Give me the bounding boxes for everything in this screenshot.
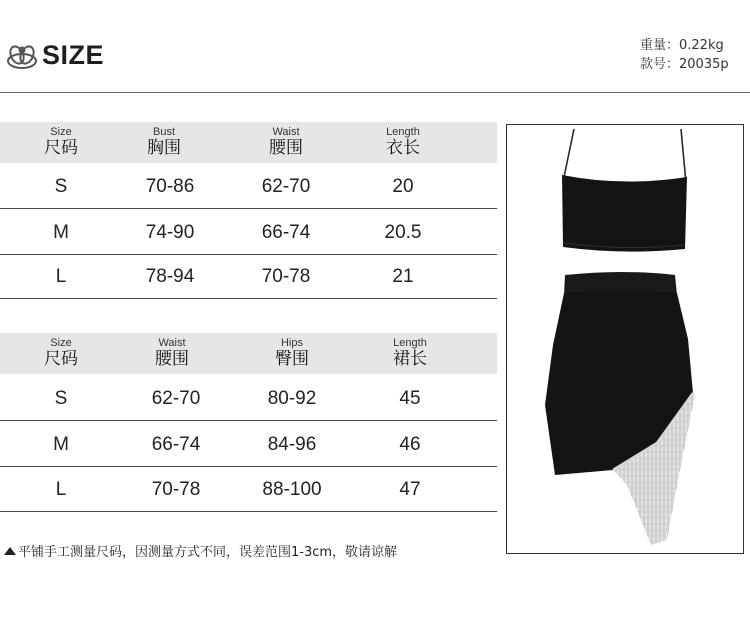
table-row (0, 376, 497, 421)
bust-cell: 78-94 (145, 266, 195, 287)
waist-cell: 70-78 (261, 266, 311, 287)
measurement-note-text: 平铺手工测量尺码，因测量方式不同，误差范围1-3cm，敬请谅解 (18, 545, 398, 560)
bust-cell: 70-86 (145, 176, 195, 197)
size-cell: S (54, 176, 68, 197)
table-row (0, 467, 497, 512)
table-row (0, 210, 497, 255)
hips-cell: 84-96 (267, 434, 317, 455)
left-strap (564, 129, 574, 177)
crop-top-and-fringe-skirt-illustration (507, 125, 743, 553)
waist-cell: 70-78 (151, 479, 201, 500)
product-meta (640, 36, 729, 74)
measurement-note (4, 541, 397, 560)
bust-cell: 74-90 (145, 222, 195, 243)
product-image (506, 124, 744, 554)
waist-cell: 66-74 (261, 222, 311, 243)
hips-cell: 88-100 (262, 479, 322, 500)
right-strap (681, 129, 686, 183)
table-header (0, 122, 497, 163)
table-header (0, 333, 497, 374)
size-cell: L (55, 266, 67, 287)
skirt-size-table (0, 333, 497, 513)
interlocking-rings-logo-icon (6, 42, 38, 72)
waist-cell: 62-70 (261, 176, 311, 197)
size-cell: S (54, 388, 68, 409)
size-cell: M (53, 434, 69, 455)
length-cell: 47 (399, 479, 421, 500)
size-title: SIZE (42, 40, 105, 70)
length-cell: 21 (392, 266, 414, 287)
table-row (0, 164, 497, 209)
header-hips: Hips 臀围 (275, 337, 309, 369)
style-number-label: 款号：20035p (640, 57, 729, 72)
length-cell: 45 (399, 388, 421, 409)
header-bust: Bust 胸围 (147, 126, 181, 158)
hips-cell: 80-92 (267, 388, 317, 409)
header-waist: Waist 腰围 (155, 337, 189, 369)
size-cell: M (53, 222, 69, 243)
header-length: Length 裙长 (393, 337, 427, 369)
table-row (0, 422, 497, 467)
header-size: Size 尺码 (44, 126, 78, 158)
length-cell: 20.5 (384, 222, 422, 243)
size-cell: L (55, 479, 67, 500)
crop-top (562, 175, 687, 252)
top-size-table (0, 122, 497, 299)
triangle-up-icon (4, 547, 16, 555)
weight-label: 重量：0.22kg (640, 38, 724, 53)
waist-cell: 62-70 (151, 388, 201, 409)
table-row (0, 254, 497, 299)
header-size: Size 尺码 (44, 337, 78, 369)
header-waist: Waist 腰围 (269, 126, 303, 158)
header-divider (0, 92, 750, 93)
waist-cell: 66-74 (151, 434, 201, 455)
length-cell: 20 (392, 176, 414, 197)
header-length: Length 衣长 (386, 126, 420, 158)
length-cell: 46 (399, 434, 421, 455)
